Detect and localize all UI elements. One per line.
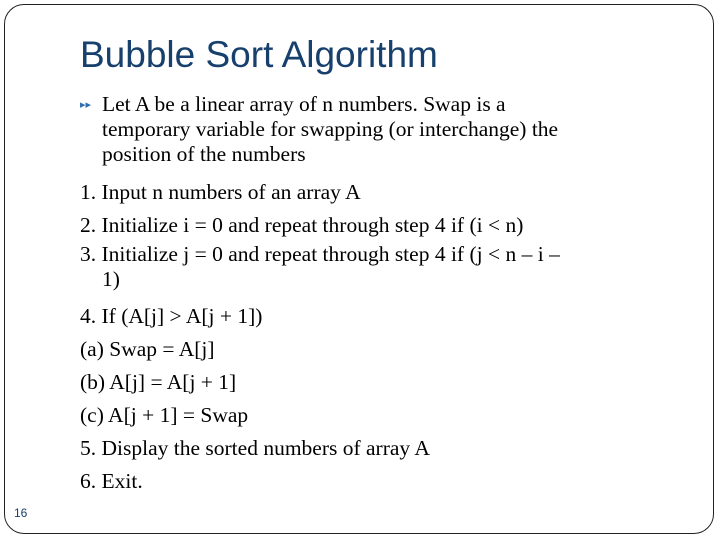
slide-title: Bubble Sort Algorithm	[80, 34, 438, 75]
step-1: 1. Input n numbers of an array A	[80, 180, 361, 204]
step-3: 3. Initialize j = 0 and repeat through step 4 if (j < n – i –	[80, 242, 560, 266]
step-4c: (c) A[j + 1] = Swap	[80, 403, 249, 427]
intro-line-3: position of the numbers	[102, 142, 306, 166]
step-4a: (a) Swap = A[j]	[80, 337, 215, 361]
step-6: 6. Exit.	[80, 469, 143, 493]
slide-body	[80, 92, 680, 498]
step-2: 2. Initialize i = 0 and repeat through step 4 if (i < n)	[80, 213, 524, 237]
step-3-continuation: 1)	[102, 267, 120, 291]
intro-line-1	[80, 92, 680, 117]
double-triangle-bullet-icon: ▸▸	[80, 98, 92, 111]
intro-text-1: Let A be a linear array of n numbers. Swap is a	[102, 92, 506, 116]
step-4b: (b) A[j] = A[j + 1]	[80, 370, 237, 394]
intro-line-2: temporary variable for swapping (or interchange) the	[102, 117, 559, 141]
page-number: 16	[14, 506, 28, 520]
step-5: 5. Display the sorted numbers of array A	[80, 436, 430, 460]
step-4: 4. If (A[j] > A[j + 1])	[80, 304, 263, 328]
